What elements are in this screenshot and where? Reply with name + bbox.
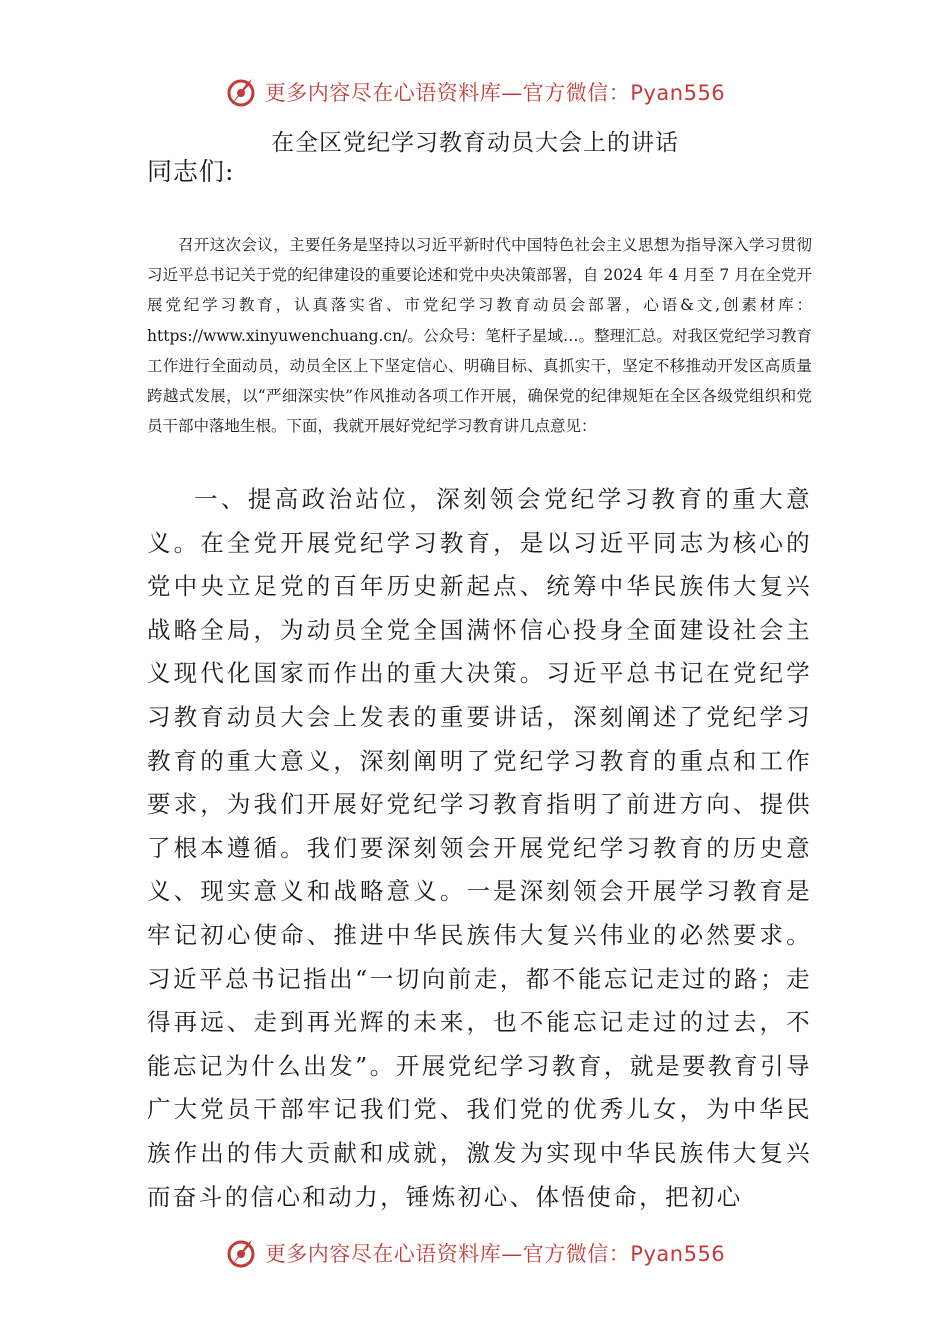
section-one-paragraph: 一、提高政治站位，深刻领会党纪学习教育的重大意义。在全党开展党纪学习教育，是以习近平同志为核心的党中央立足党的百年历史新起点、统筹中华民族伟大复兴战略全局，为动员全党全国满怀信心投身全面建设社会主义现代化国家而作出的重大决策。习近平总书记在党纪学习教育动员大会上发表的重要讲话，深刻阐述了党纪学习教育的重大意义，深刻阐明了党纪学习教育的重点和工作要求，为我们开展好党纪学习教育指明了前进方向、提供了根本遵循。我们要深刻领会开展党纪学习教育的历史意义、现实意义和战略意义。一是深刻领会开展学习教育是牢记初心使命、推进中华民族伟大复兴伟业的必然要求。习近平总书记指出“一切向前走，都不能忘记走过的路；走得再远、走到再光辉的未来，也不能忘记走过的过去，不能忘记为什么出发”。开展党纪学习教育，就是要教育引导广大党员干部牢记我们党、我们党的优秀儿女，为中华民族作出的伟大贡献和成就，激发为实现中华民族伟大复兴而奋斗的信心和动力，锤炼初心、体悟使命，把初心 <box>147 485 812 1211</box>
intro-paragraph: 召开这次会议，主要任务是坚持以习近平新时代中国特色社会主义思想为指导深入学习贯彻习近平总书记关于党的纪律建设的重要论述和党中央决策部署，自 2024 年 4 月至 7 月在全党开展党纪学习教育，认真落实省、市党纪学习教育动员会部署，心语&文,创素材库：https://www.xinyuwenchuang.cn/。公众号：笔杆子星域…。整理汇总。对我区党纪学习教育工作进行全面动员，动员全区上下坚定信心、明确目标、真抓实干，坚定不移推动开发区高质量跨越式发展，以“严细深实快”作风推动各项工作开展，确保党的纪律规矩在全区各级党组织和党员干部中落地生根。下面，我就开展好党纪学习教育讲几点意见： <box>147 236 812 436</box>
banner-text: 更多内容尽在心语资料库—官方微信：Pyan556 <box>264 81 726 105</box>
document-title: 在全区党纪学习教育动员大会上的讲话 <box>271 130 679 156</box>
header-banner <box>0 72 950 112</box>
greeting: 同志们: <box>147 157 235 186</box>
footer-banner <box>0 1233 950 1273</box>
brush-logo-icon <box>225 75 259 109</box>
banner-text: 更多内容尽在心语资料库—官方微信：Pyan556 <box>264 1242 726 1266</box>
brush-logo-icon <box>225 1236 259 1270</box>
